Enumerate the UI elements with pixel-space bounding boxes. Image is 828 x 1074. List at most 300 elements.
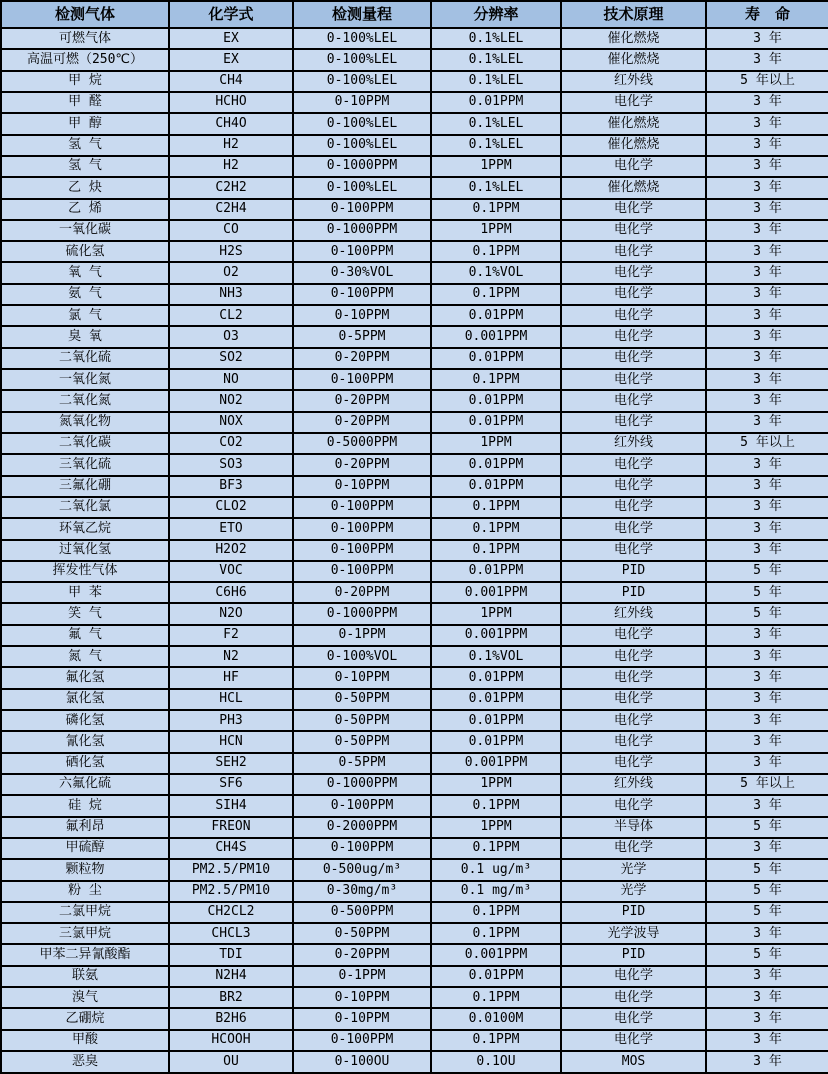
- cell-range: 0-1000PPM: [293, 774, 431, 795]
- cell-principle: 催化燃烧: [561, 49, 706, 70]
- cell-gas: 挥发性气体: [1, 561, 169, 582]
- cell-formula: BR2: [169, 987, 293, 1008]
- cell-resolution: 0.01PPM: [431, 305, 561, 326]
- cell-principle: MOS: [561, 1051, 706, 1073]
- table-row: [1, 348, 828, 369]
- cell-lifespan: 3 年: [706, 156, 828, 177]
- table-row: [1, 689, 828, 710]
- table-row: [1, 966, 828, 987]
- cell-gas: 乙 炔: [1, 177, 169, 198]
- cell-lifespan: 3 年: [706, 348, 828, 369]
- cell-formula: BF3: [169, 476, 293, 497]
- cell-gas: 甲硫醇: [1, 838, 169, 859]
- cell-gas: 氢 气: [1, 135, 169, 156]
- cell-resolution: 0.1%LEL: [431, 113, 561, 134]
- table-row: [1, 859, 828, 880]
- cell-principle: PID: [561, 902, 706, 923]
- cell-principle: 电化学: [561, 540, 706, 561]
- cell-range: 0-100%LEL: [293, 113, 431, 134]
- cell-principle: 电化学: [561, 476, 706, 497]
- cell-range: 0-100PPM: [293, 284, 431, 305]
- cell-resolution: 0.01PPM: [431, 731, 561, 752]
- table-row: [1, 497, 828, 518]
- cell-gas: 颗粒物: [1, 859, 169, 880]
- cell-gas: 三氯甲烷: [1, 923, 169, 944]
- cell-formula: SO3: [169, 454, 293, 475]
- cell-lifespan: 3 年: [706, 305, 828, 326]
- cell-gas: 粉 尘: [1, 881, 169, 902]
- cell-formula: N2: [169, 646, 293, 667]
- table-row: [1, 944, 828, 965]
- cell-gas: 甲酸: [1, 1030, 169, 1051]
- cell-resolution: 0.01PPM: [431, 92, 561, 113]
- cell-gas: 氧 气: [1, 262, 169, 283]
- cell-formula: CL2: [169, 305, 293, 326]
- table-row: [1, 28, 828, 49]
- cell-formula: CHCL3: [169, 923, 293, 944]
- cell-formula: SEH2: [169, 753, 293, 774]
- cell-lifespan: 3 年: [706, 497, 828, 518]
- cell-principle: 电化学: [561, 646, 706, 667]
- cell-lifespan: 5 年: [706, 817, 828, 838]
- cell-principle: 电化学: [561, 348, 706, 369]
- cell-resolution: 0.001PPM: [431, 582, 561, 603]
- cell-principle: 电化学: [561, 1030, 706, 1051]
- cell-resolution: 0.1PPM: [431, 369, 561, 390]
- cell-lifespan: 3 年: [706, 518, 828, 539]
- cell-range: 0-100PPM: [293, 199, 431, 220]
- cell-formula: EX: [169, 49, 293, 70]
- cell-formula: PM2.5/PM10: [169, 859, 293, 880]
- cell-gas: 硅 烷: [1, 795, 169, 816]
- cell-lifespan: 5 年: [706, 603, 828, 624]
- cell-range: 0-10PPM: [293, 667, 431, 688]
- cell-principle: 电化学: [561, 518, 706, 539]
- cell-resolution: 0.1PPM: [431, 199, 561, 220]
- cell-principle: 电化学: [561, 220, 706, 241]
- cell-principle: 电化学: [561, 369, 706, 390]
- cell-formula: O2: [169, 262, 293, 283]
- table-row: [1, 923, 828, 944]
- cell-gas: 联氨: [1, 966, 169, 987]
- cell-range: 0-10PPM: [293, 1008, 431, 1029]
- cell-range: 0-5PPM: [293, 326, 431, 347]
- cell-lifespan: 3 年: [706, 412, 828, 433]
- table-row: [1, 369, 828, 390]
- cell-gas: 氨 气: [1, 284, 169, 305]
- cell-lifespan: 5 年: [706, 582, 828, 603]
- table-row: [1, 795, 828, 816]
- cell-principle: 电化学: [561, 753, 706, 774]
- cell-principle: 催化燃烧: [561, 113, 706, 134]
- cell-resolution: 0.01PPM: [431, 667, 561, 688]
- cell-formula: HCN: [169, 731, 293, 752]
- table-row: [1, 113, 828, 134]
- cell-lifespan: 5 年以上: [706, 71, 828, 92]
- cell-formula: NO: [169, 369, 293, 390]
- cell-resolution: 0.001PPM: [431, 944, 561, 965]
- table-row: [1, 71, 828, 92]
- cell-resolution: 0.1PPM: [431, 518, 561, 539]
- cell-range: 0-500ug/m³: [293, 859, 431, 880]
- cell-resolution: 0.1%VOL: [431, 646, 561, 667]
- cell-gas: 氮 气: [1, 646, 169, 667]
- cell-resolution: 0.001PPM: [431, 326, 561, 347]
- table-body: [1, 28, 828, 1073]
- cell-gas: 二氯甲烷: [1, 902, 169, 923]
- cell-range: 0-100PPM: [293, 241, 431, 262]
- cell-resolution: 1PPM: [431, 603, 561, 624]
- cell-formula: SIH4: [169, 795, 293, 816]
- cell-range: 0-1PPM: [293, 625, 431, 646]
- table-row: [1, 199, 828, 220]
- cell-principle: 电化学: [561, 241, 706, 262]
- cell-resolution: 0.1PPM: [431, 241, 561, 262]
- cell-gas: 三氟化硼: [1, 476, 169, 497]
- cell-lifespan: 3 年: [706, 625, 828, 646]
- cell-gas: 环氧乙烷: [1, 518, 169, 539]
- cell-formula: B2H6: [169, 1008, 293, 1029]
- cell-lifespan: 3 年: [706, 177, 828, 198]
- cell-lifespan: 3 年: [706, 838, 828, 859]
- column-header-gas: 检测气体: [1, 1, 169, 28]
- table-header: [1, 1, 828, 28]
- cell-formula: HCOOH: [169, 1030, 293, 1051]
- cell-gas: 二氧化氮: [1, 390, 169, 411]
- cell-range: 0-1000PPM: [293, 156, 431, 177]
- cell-principle: PID: [561, 582, 706, 603]
- cell-range: 0-100%LEL: [293, 177, 431, 198]
- table-row: [1, 177, 828, 198]
- cell-principle: 红外线: [561, 603, 706, 624]
- cell-range: 0-1000PPM: [293, 603, 431, 624]
- table-row: [1, 902, 828, 923]
- cell-resolution: 0.01PPM: [431, 476, 561, 497]
- cell-principle: 电化学: [561, 262, 706, 283]
- table-row: [1, 305, 828, 326]
- cell-gas: 六氟化硫: [1, 774, 169, 795]
- cell-formula: HCHO: [169, 92, 293, 113]
- cell-formula: SF6: [169, 774, 293, 795]
- cell-formula: TDI: [169, 944, 293, 965]
- column-header-range: 检测量程: [293, 1, 431, 28]
- cell-lifespan: 3 年: [706, 199, 828, 220]
- cell-lifespan: 3 年: [706, 113, 828, 134]
- cell-gas: 氮氧化物: [1, 412, 169, 433]
- table-row: [1, 262, 828, 283]
- cell-range: 0-20PPM: [293, 348, 431, 369]
- cell-resolution: 0.1%LEL: [431, 177, 561, 198]
- cell-principle: 电化学: [561, 667, 706, 688]
- table-row: [1, 625, 828, 646]
- table-row: [1, 540, 828, 561]
- cell-gas: 臭 氧: [1, 326, 169, 347]
- cell-formula: H2: [169, 156, 293, 177]
- cell-resolution: 0.01PPM: [431, 710, 561, 731]
- table-row: [1, 753, 828, 774]
- cell-formula: NH3: [169, 284, 293, 305]
- table-row: [1, 731, 828, 752]
- table-row: [1, 838, 828, 859]
- table-row: [1, 220, 828, 241]
- cell-range: 0-10PPM: [293, 305, 431, 326]
- table-row: [1, 987, 828, 1008]
- cell-formula: CH4O: [169, 113, 293, 134]
- table-row: [1, 454, 828, 475]
- cell-lifespan: 3 年: [706, 476, 828, 497]
- cell-resolution: 0.01PPM: [431, 689, 561, 710]
- cell-formula: HF: [169, 667, 293, 688]
- cell-gas: 恶臭: [1, 1051, 169, 1073]
- cell-principle: 光学: [561, 881, 706, 902]
- cell-formula: H2O2: [169, 540, 293, 561]
- cell-resolution: 0.001PPM: [431, 625, 561, 646]
- cell-resolution: 0.01PPM: [431, 348, 561, 369]
- cell-range: 0-100PPM: [293, 497, 431, 518]
- cell-resolution: 0.1PPM: [431, 795, 561, 816]
- cell-resolution: 0.1PPM: [431, 838, 561, 859]
- cell-range: 0-50PPM: [293, 689, 431, 710]
- cell-gas: 二氧化碳: [1, 433, 169, 454]
- cell-gas: 甲苯二异氰酸酯: [1, 944, 169, 965]
- table-row: [1, 241, 828, 262]
- column-header-formula: 化学式: [169, 1, 293, 28]
- table-row: [1, 710, 828, 731]
- cell-lifespan: 5 年: [706, 902, 828, 923]
- cell-lifespan: 3 年: [706, 753, 828, 774]
- cell-gas: 乙硼烷: [1, 1008, 169, 1029]
- cell-principle: 电化学: [561, 731, 706, 752]
- cell-resolution: 0.1%LEL: [431, 28, 561, 49]
- cell-lifespan: 3 年: [706, 135, 828, 156]
- cell-gas: 氟利昂: [1, 817, 169, 838]
- cell-resolution: 0.01PPM: [431, 390, 561, 411]
- cell-gas: 磷化氢: [1, 710, 169, 731]
- cell-principle: 电化学: [561, 497, 706, 518]
- cell-lifespan: 3 年: [706, 540, 828, 561]
- table-row: [1, 92, 828, 113]
- cell-lifespan: 3 年: [706, 987, 828, 1008]
- cell-range: 0-100PPM: [293, 518, 431, 539]
- cell-gas: 溴气: [1, 987, 169, 1008]
- cell-range: 0-20PPM: [293, 390, 431, 411]
- cell-principle: 电化学: [561, 710, 706, 731]
- cell-range: 0-100%LEL: [293, 28, 431, 49]
- cell-range: 0-20PPM: [293, 582, 431, 603]
- cell-principle: 电化学: [561, 1008, 706, 1029]
- cell-formula: NOX: [169, 412, 293, 433]
- cell-lifespan: 5 年: [706, 881, 828, 902]
- cell-resolution: 1PPM: [431, 220, 561, 241]
- cell-lifespan: 5 年: [706, 944, 828, 965]
- cell-gas: 一氧化碳: [1, 220, 169, 241]
- cell-formula: C6H6: [169, 582, 293, 603]
- cell-lifespan: 3 年: [706, 1051, 828, 1073]
- cell-range: 0-100PPM: [293, 369, 431, 390]
- table-row: [1, 1051, 828, 1073]
- cell-principle: 电化学: [561, 326, 706, 347]
- table-row: [1, 1008, 828, 1029]
- cell-lifespan: 3 年: [706, 795, 828, 816]
- cell-gas: 可燃气体: [1, 28, 169, 49]
- cell-resolution: 0.1PPM: [431, 497, 561, 518]
- table-row: [1, 774, 828, 795]
- cell-gas: 甲 醛: [1, 92, 169, 113]
- cell-formula: FREON: [169, 817, 293, 838]
- cell-gas: 硫化氢: [1, 241, 169, 262]
- cell-resolution: 0.001PPM: [431, 753, 561, 774]
- table-row: [1, 284, 828, 305]
- cell-range: 0-100PPM: [293, 540, 431, 561]
- cell-lifespan: 3 年: [706, 49, 828, 70]
- cell-range: 0-50PPM: [293, 731, 431, 752]
- cell-range: 0-100%LEL: [293, 135, 431, 156]
- cell-gas: 二氧化氯: [1, 497, 169, 518]
- cell-gas: 甲 烷: [1, 71, 169, 92]
- cell-lifespan: 3 年: [706, 369, 828, 390]
- cell-range: 0-10PPM: [293, 92, 431, 113]
- cell-gas: 氢 气: [1, 156, 169, 177]
- cell-lifespan: 5 年以上: [706, 774, 828, 795]
- cell-range: 0-5PPM: [293, 753, 431, 774]
- cell-formula: HCL: [169, 689, 293, 710]
- cell-principle: 电化学: [561, 390, 706, 411]
- cell-lifespan: 3 年: [706, 646, 828, 667]
- table-row: [1, 667, 828, 688]
- cell-lifespan: 5 年: [706, 859, 828, 880]
- cell-formula: VOC: [169, 561, 293, 582]
- cell-resolution: 0.1 ug/m³: [431, 859, 561, 880]
- cell-lifespan: 3 年: [706, 326, 828, 347]
- cell-principle: 电化学: [561, 284, 706, 305]
- cell-range: 0-500PPM: [293, 902, 431, 923]
- table-row: [1, 433, 828, 454]
- cell-range: 0-100%LEL: [293, 49, 431, 70]
- cell-principle: PID: [561, 561, 706, 582]
- column-header-lifespan: 寿 命: [706, 1, 828, 28]
- cell-range: 0-50PPM: [293, 710, 431, 731]
- cell-formula: SO2: [169, 348, 293, 369]
- header-row: [1, 1, 828, 28]
- cell-formula: N2H4: [169, 966, 293, 987]
- cell-principle: 红外线: [561, 774, 706, 795]
- table-row: [1, 135, 828, 156]
- cell-lifespan: 3 年: [706, 284, 828, 305]
- cell-principle: 电化学: [561, 199, 706, 220]
- cell-formula: CH4: [169, 71, 293, 92]
- cell-resolution: 0.1%LEL: [431, 71, 561, 92]
- cell-lifespan: 3 年: [706, 220, 828, 241]
- cell-range: 0-20PPM: [293, 454, 431, 475]
- cell-formula: PH3: [169, 710, 293, 731]
- cell-lifespan: 3 年: [706, 28, 828, 49]
- cell-gas: 乙 烯: [1, 199, 169, 220]
- cell-lifespan: 3 年: [706, 667, 828, 688]
- table-row: [1, 326, 828, 347]
- table-row: [1, 518, 828, 539]
- cell-lifespan: 5 年以上: [706, 433, 828, 454]
- cell-gas: 甲 醇: [1, 113, 169, 134]
- cell-resolution: 0.1PPM: [431, 540, 561, 561]
- cell-gas: 硒化氢: [1, 753, 169, 774]
- cell-principle: PID: [561, 944, 706, 965]
- cell-formula: F2: [169, 625, 293, 646]
- cell-range: 0-100PPM: [293, 1030, 431, 1051]
- cell-principle: 电化学: [561, 795, 706, 816]
- cell-resolution: 1PPM: [431, 817, 561, 838]
- cell-formula: H2: [169, 135, 293, 156]
- cell-formula: CO2: [169, 433, 293, 454]
- cell-lifespan: 3 年: [706, 689, 828, 710]
- cell-resolution: 0.01PPM: [431, 561, 561, 582]
- cell-principle: 电化学: [561, 156, 706, 177]
- cell-range: 0-20PPM: [293, 944, 431, 965]
- cell-resolution: 0.01PPM: [431, 412, 561, 433]
- cell-principle: 电化学: [561, 625, 706, 646]
- table-row: [1, 817, 828, 838]
- cell-formula: CLO2: [169, 497, 293, 518]
- table-row: [1, 412, 828, 433]
- cell-principle: 红外线: [561, 433, 706, 454]
- cell-lifespan: 3 年: [706, 966, 828, 987]
- cell-resolution: 0.1%VOL: [431, 262, 561, 283]
- cell-range: 0-1PPM: [293, 966, 431, 987]
- cell-resolution: 0.1PPM: [431, 284, 561, 305]
- cell-gas: 过氧化氢: [1, 540, 169, 561]
- cell-principle: 催化燃烧: [561, 135, 706, 156]
- column-header-resolution: 分辨率: [431, 1, 561, 28]
- cell-resolution: 1PPM: [431, 156, 561, 177]
- cell-resolution: 0.1PPM: [431, 923, 561, 944]
- cell-range: 0-30%VOL: [293, 262, 431, 283]
- cell-principle: 电化学: [561, 305, 706, 326]
- cell-resolution: 0.1%LEL: [431, 49, 561, 70]
- table-row: [1, 156, 828, 177]
- cell-resolution: 0.1PPM: [431, 1030, 561, 1051]
- cell-gas: 三氧化硫: [1, 454, 169, 475]
- table-row: [1, 49, 828, 70]
- cell-formula: EX: [169, 28, 293, 49]
- cell-resolution: 0.0100M: [431, 1008, 561, 1029]
- cell-lifespan: 3 年: [706, 241, 828, 262]
- cell-principle: 电化学: [561, 689, 706, 710]
- cell-gas: 氯 气: [1, 305, 169, 326]
- cell-formula: CO: [169, 220, 293, 241]
- cell-range: 0-10PPM: [293, 987, 431, 1008]
- cell-range: 0-5000PPM: [293, 433, 431, 454]
- cell-gas: 一氧化氮: [1, 369, 169, 390]
- cell-range: 0-30mg/m³: [293, 881, 431, 902]
- cell-gas: 氯化氢: [1, 689, 169, 710]
- cell-principle: 电化学: [561, 454, 706, 475]
- cell-formula: O3: [169, 326, 293, 347]
- column-header-principle: 技术原理: [561, 1, 706, 28]
- cell-formula: N2O: [169, 603, 293, 624]
- cell-range: 0-20PPM: [293, 412, 431, 433]
- cell-principle: 电化学: [561, 92, 706, 113]
- cell-resolution: 0.1PPM: [431, 902, 561, 923]
- cell-principle: 电化学: [561, 987, 706, 1008]
- cell-gas: 笑 气: [1, 603, 169, 624]
- cell-lifespan: 3 年: [706, 262, 828, 283]
- cell-lifespan: 3 年: [706, 710, 828, 731]
- cell-resolution: 0.1%LEL: [431, 135, 561, 156]
- cell-formula: CH2CL2: [169, 902, 293, 923]
- cell-range: 0-100PPM: [293, 561, 431, 582]
- cell-principle: 电化学: [561, 966, 706, 987]
- cell-principle: 催化燃烧: [561, 28, 706, 49]
- table-row: [1, 646, 828, 667]
